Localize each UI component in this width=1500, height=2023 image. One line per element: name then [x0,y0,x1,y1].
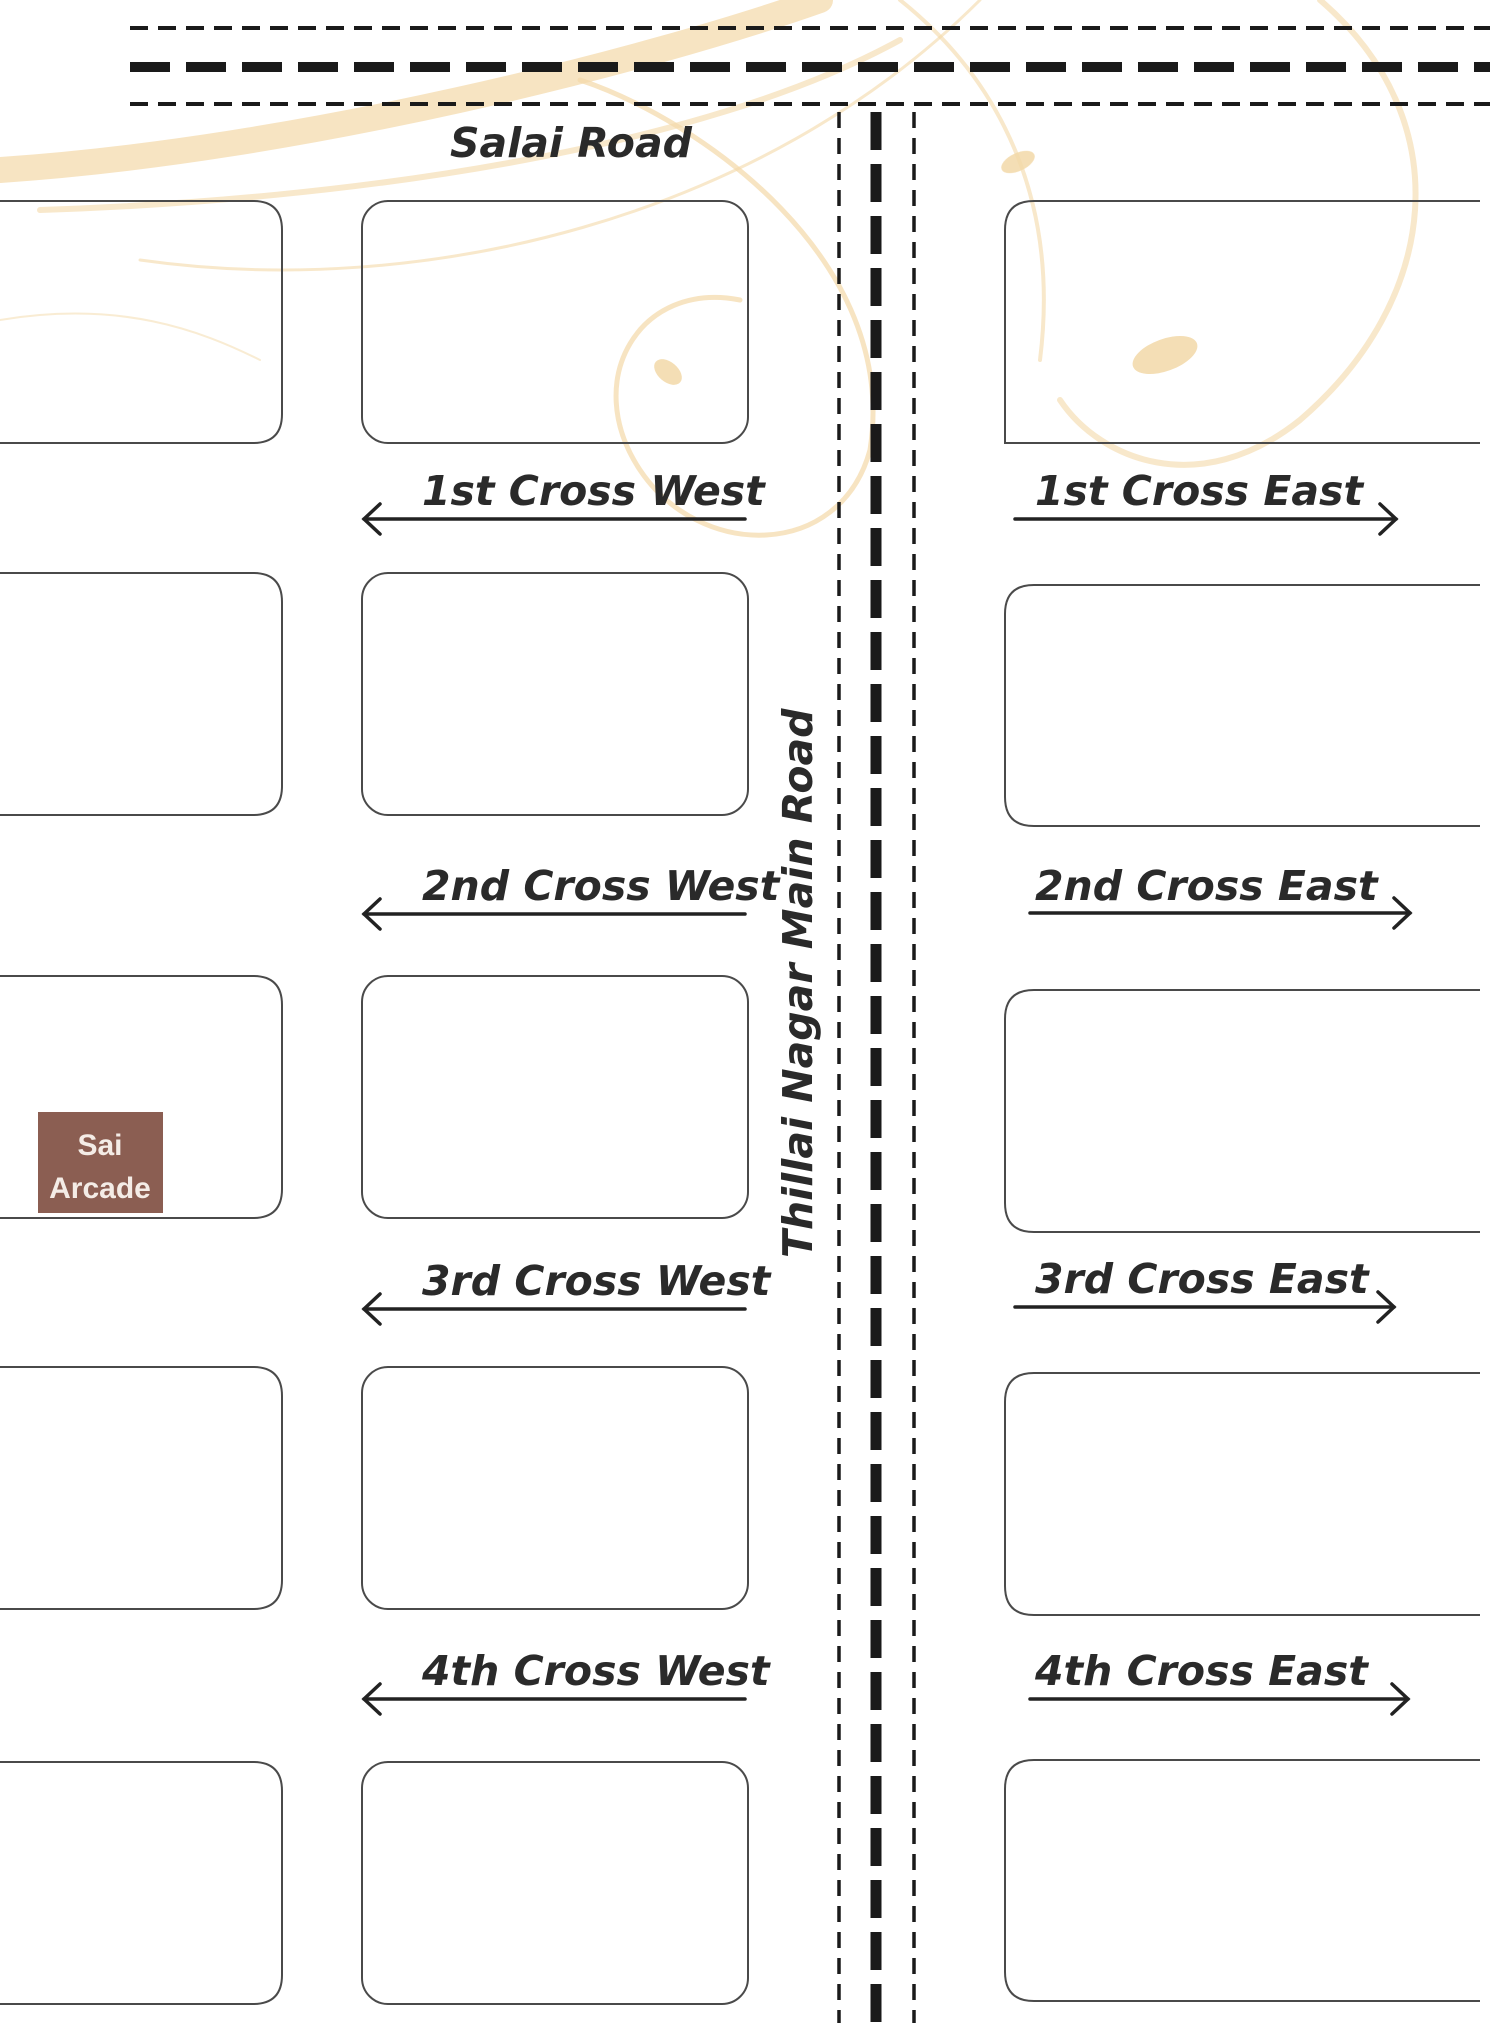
cross-east-label: 1st Cross East [1035,467,1364,515]
block [362,1367,748,1609]
cross-east-label: 2nd Cross East [1035,862,1378,910]
cross-east-3 [1015,1255,1394,1322]
sai-arcade-landmark[interactable] [38,1112,163,1213]
cross-east-label: 3rd Cross East [1035,1255,1369,1303]
cross-west-3 [364,1257,772,1324]
decorative-swirls [0,0,1416,535]
block [362,201,748,443]
block [362,573,748,815]
cross-west-2 [364,862,781,929]
block [1005,990,1480,1232]
block [362,1762,748,2004]
landmark-label-line1: Sai [77,1129,123,1162]
cross-west-label: 4th Cross West [422,1647,770,1695]
block [1005,1373,1480,1615]
decorative-leaves [649,146,1202,390]
block [0,573,282,815]
cross-west-4 [364,1647,771,1714]
cross-east-2 [1030,862,1410,928]
block [362,976,748,1218]
thillai-nagar-main-road [839,112,914,2023]
block [0,1367,282,1609]
cross-west-label: 2nd Cross West [422,862,780,910]
cross-east-label: 4th Cross East [1035,1647,1368,1695]
landmark-label-line2: Arcade [49,1172,151,1205]
cross-west-label: 1st Cross West [422,467,765,515]
cross-west-label: 3rd Cross West [422,1257,771,1305]
salai-road-label: Salai Road [450,119,692,167]
salai-road [130,28,1490,104]
cross-east-4 [1030,1647,1408,1714]
cross-east-1 [1015,467,1396,534]
block [0,1762,282,2004]
main-road-label: Thillai Nagar Main Road [774,708,822,1258]
block [1005,585,1480,826]
blocks-far-west [0,201,282,2004]
block [1005,1760,1480,2001]
block [0,201,282,443]
